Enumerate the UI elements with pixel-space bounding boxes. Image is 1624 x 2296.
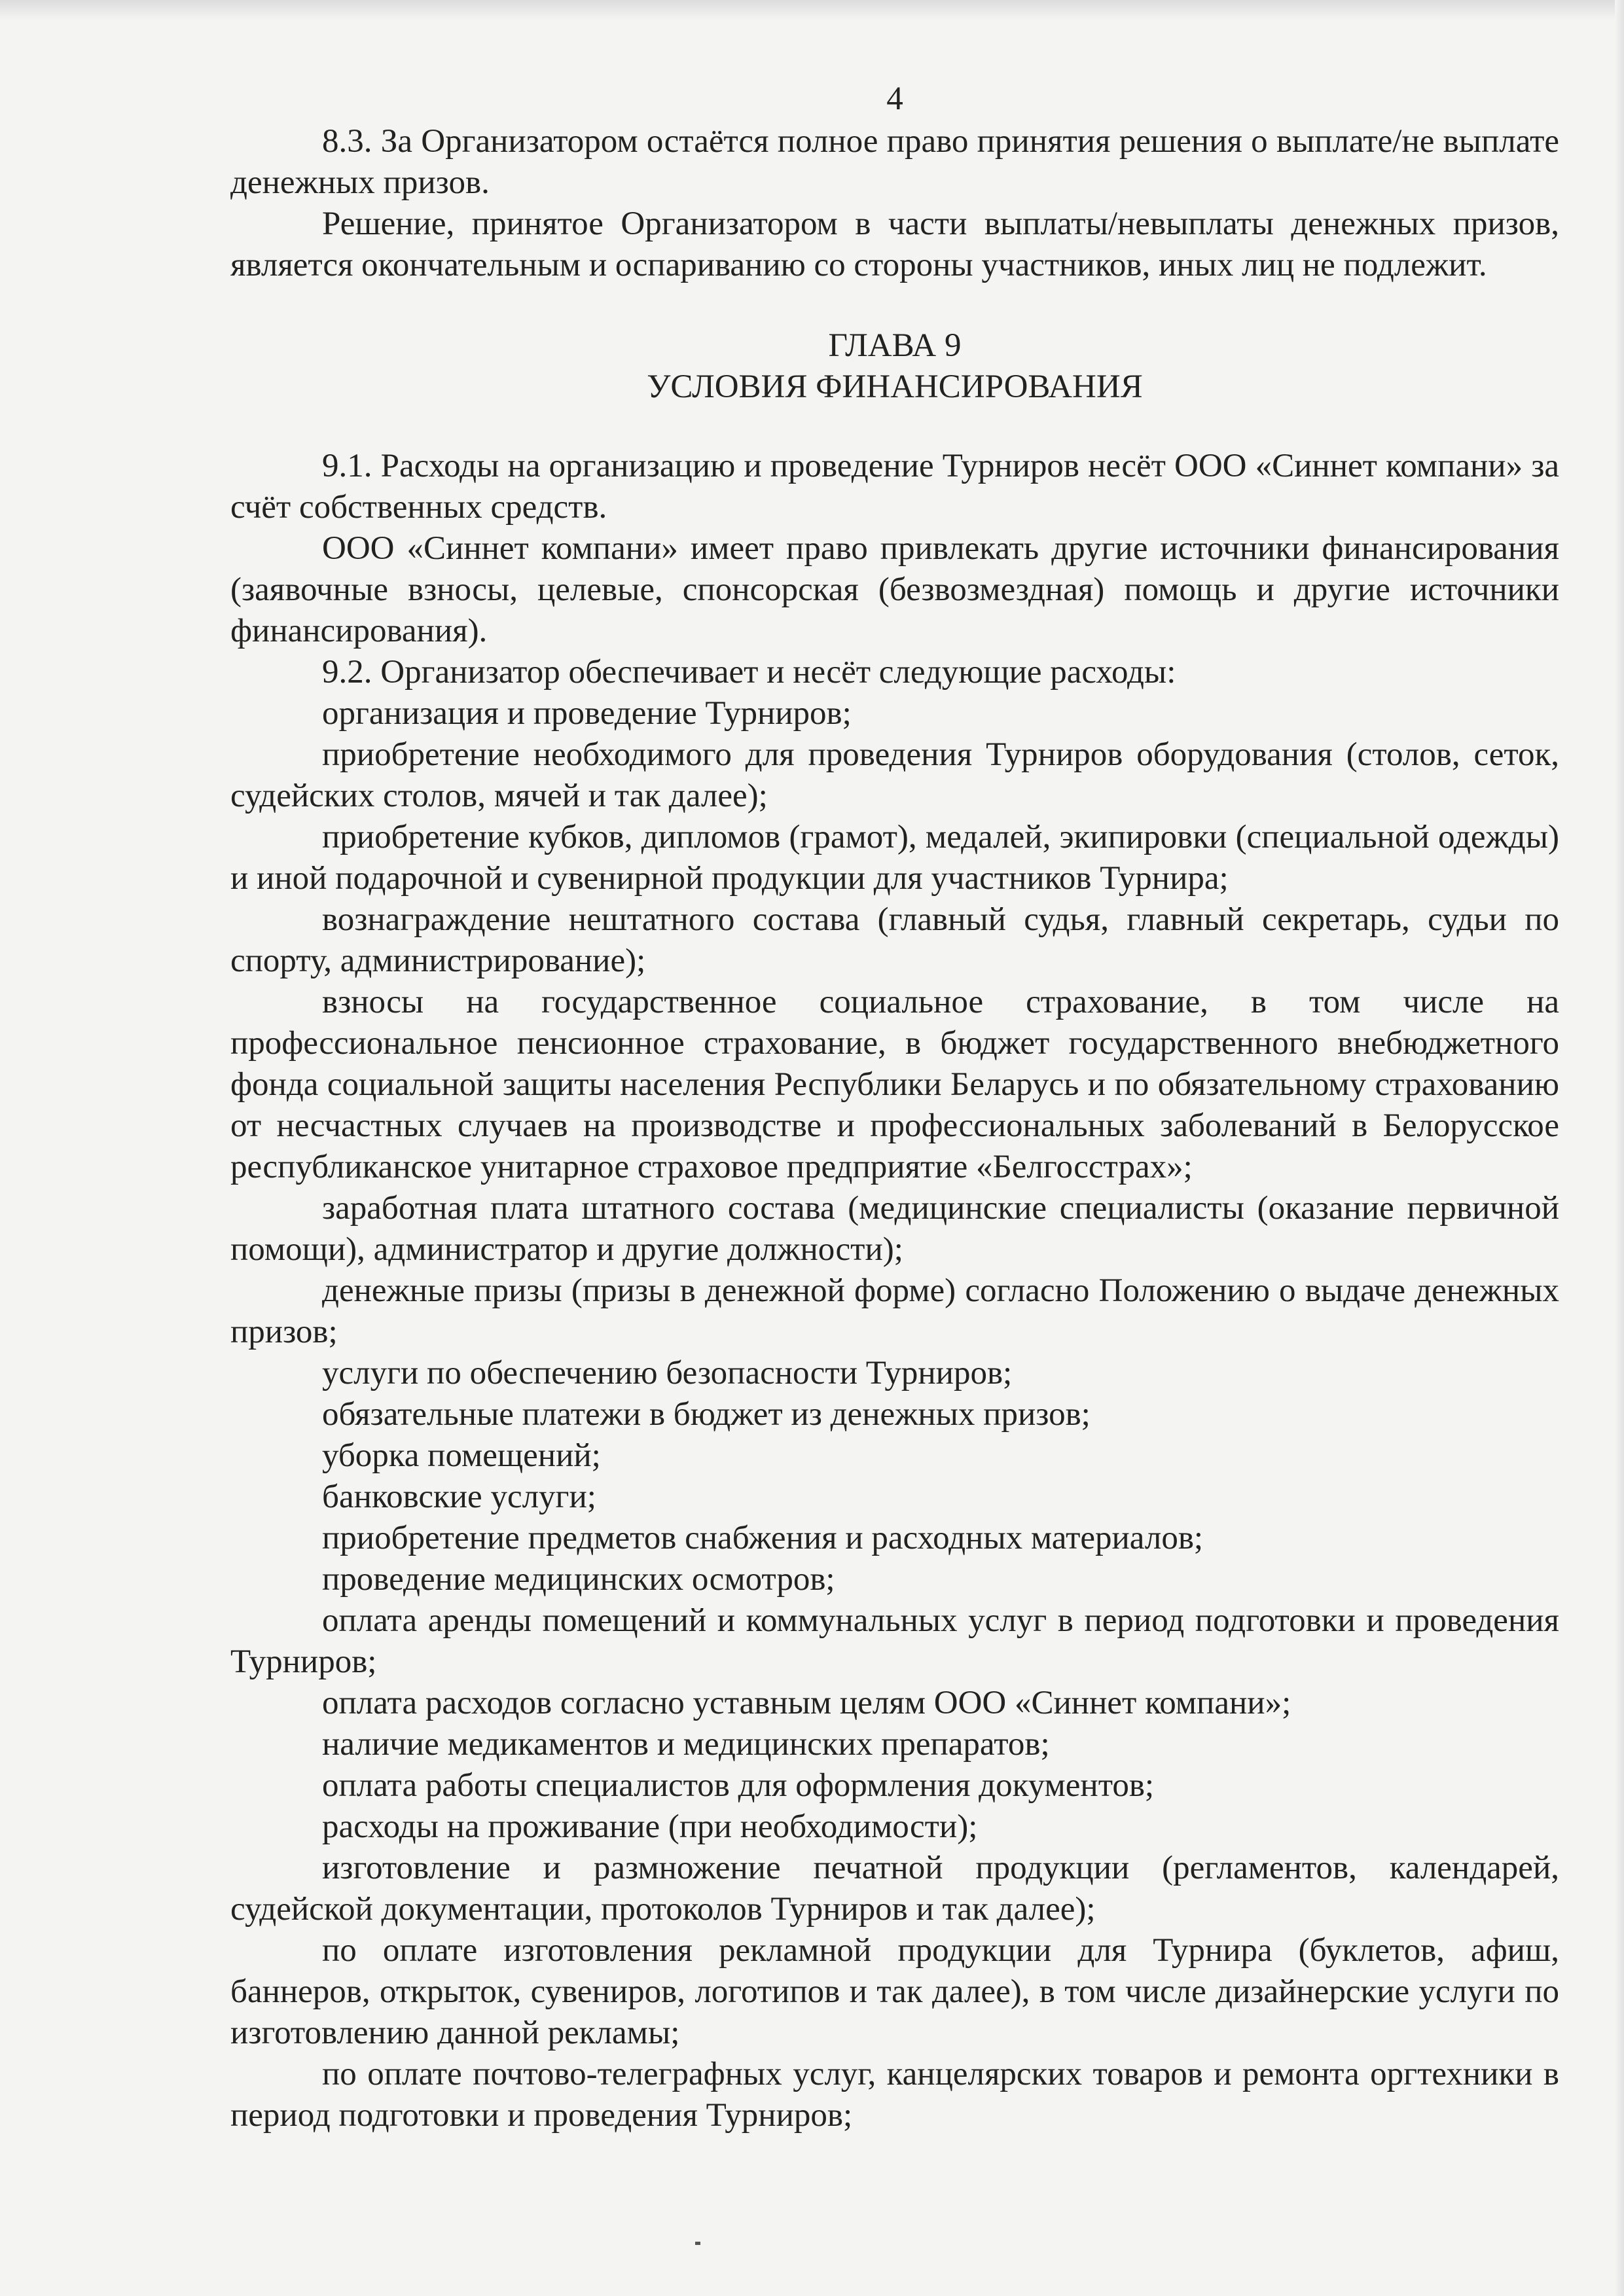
paragraph-9-2: 9.2. Организатор обеспечивает и несёт следующие расходы: bbox=[322, 654, 1176, 691]
scan-top-shadow bbox=[0, 0, 1624, 20]
expense-list bbox=[230, 693, 1559, 2136]
expense-item: приобретение кубков, дипломов (грамот), медалей, экипировки (специальной одежды) и иной подарочной и сувенирной продукции для участников Турнира; bbox=[230, 819, 1559, 897]
expense-item: банковские услуги; bbox=[322, 1479, 596, 1515]
chapter-heading bbox=[230, 325, 1559, 408]
expense-item: обязательные платежи в бюджет из денежных призов; bbox=[322, 1396, 1091, 1433]
paragraph-9-1: 9.1. Расходы на организацию и проведение Турниров несёт ООО «Синнет компани» за счёт собственных средств. bbox=[230, 448, 1559, 526]
document-body bbox=[230, 79, 1559, 2136]
expense-item: наличие медикаментов и медицинских препаратов; bbox=[322, 1726, 1050, 1763]
expense-item: вознаграждение нештатного состава (главный судья, главный секретарь, судьи по спорту, администрирование); bbox=[230, 901, 1559, 979]
chapter-number: ГЛАВА 9 bbox=[828, 327, 962, 364]
expense-item: заработная плата штатного состава (медицинские специалисты (оказание первичной помощи), администратор и другие должности); bbox=[230, 1190, 1559, 1268]
expense-item: расходы на проживание (при необходимости); bbox=[322, 1808, 978, 1845]
paragraph-8-3-decision: Решение, принятое Организатором в части выплаты/невыплаты денежных призов, является окончательным и оспариванию со стороны участников, иных лиц не подлежит. bbox=[230, 206, 1559, 283]
scan-speck bbox=[695, 2242, 700, 2245]
expense-item: по оплате почтово-телеграфных услуг, канцелярских товаров и ремонта оргтехники в период подготовки и проведения Турниров; bbox=[230, 2056, 1559, 2134]
expense-item: приобретение необходимого для проведения Турниров оборудования (столов, сеток, судейских столов, мячей и так далее); bbox=[230, 736, 1559, 814]
expense-item: оплата работы специалистов для оформления документов; bbox=[322, 1767, 1155, 1804]
expense-item: оплата расходов согласно уставным целям ООО «Синнет компани»; bbox=[322, 1685, 1291, 1721]
expense-item: услуги по обеспечению безопасности Турниров; bbox=[322, 1355, 1013, 1391]
expense-item: денежные призы (призы в денежной форме) согласно Положению о выдаче денежных призов; bbox=[230, 1272, 1559, 1350]
expense-item: изготовление и размножение печатной продукции (регламентов, календарей, судейской документации, протоколов Турниров и так далее); bbox=[230, 1850, 1559, 1928]
paragraph-8-3: 8.3. За Организатором остаётся полное право принятия решения о выплате/не выплате денежных призов. bbox=[230, 123, 1559, 201]
page-number: 4 bbox=[886, 81, 903, 117]
expense-item: приобретение предметов снабжения и расходных материалов; bbox=[322, 1520, 1204, 1556]
expense-item: оплата аренды помещений и коммунальных услуг в период подготовки и проведения Турниров; bbox=[230, 1602, 1559, 1680]
chapter-title: УСЛОВИЯ ФИНАНСИРОВАНИЯ bbox=[647, 368, 1143, 405]
expense-item: уборка помещений; bbox=[322, 1437, 601, 1474]
scan-right-shadow bbox=[1615, 0, 1624, 2296]
expense-item: проведение медицинских осмотров; bbox=[322, 1561, 835, 1598]
expense-item: организация и проведение Турниров; bbox=[322, 695, 852, 732]
expense-item: взносы на государственное социальное страхование, в том числе на профессиональное пенсионное страхование, в бюджет государственного внебюджетного фонда социальной защиты населения Республики Беларусь и по обязательному страхованию от несчастных случаев на производстве и профессиональных заболеваний в Белорусское республиканское унитарное страховое предприятие «Белгосстрах»; bbox=[230, 984, 1559, 1185]
expense-item: по оплате изготовления рекламной продукции для Турнира (буклетов, афиш, баннеров, открыток, сувениров, логотипов и так далее), в том числе дизайнерские услуги по изготовлению данной рекламы; bbox=[230, 1932, 1559, 2051]
paragraph-9-1-sources: ООО «Синнет компани» имеет право привлекать другие источники финансирования (заявочные взносы, целевые, спонсорская (безвозмездная) помощь и другие источники финансирования). bbox=[230, 530, 1559, 649]
